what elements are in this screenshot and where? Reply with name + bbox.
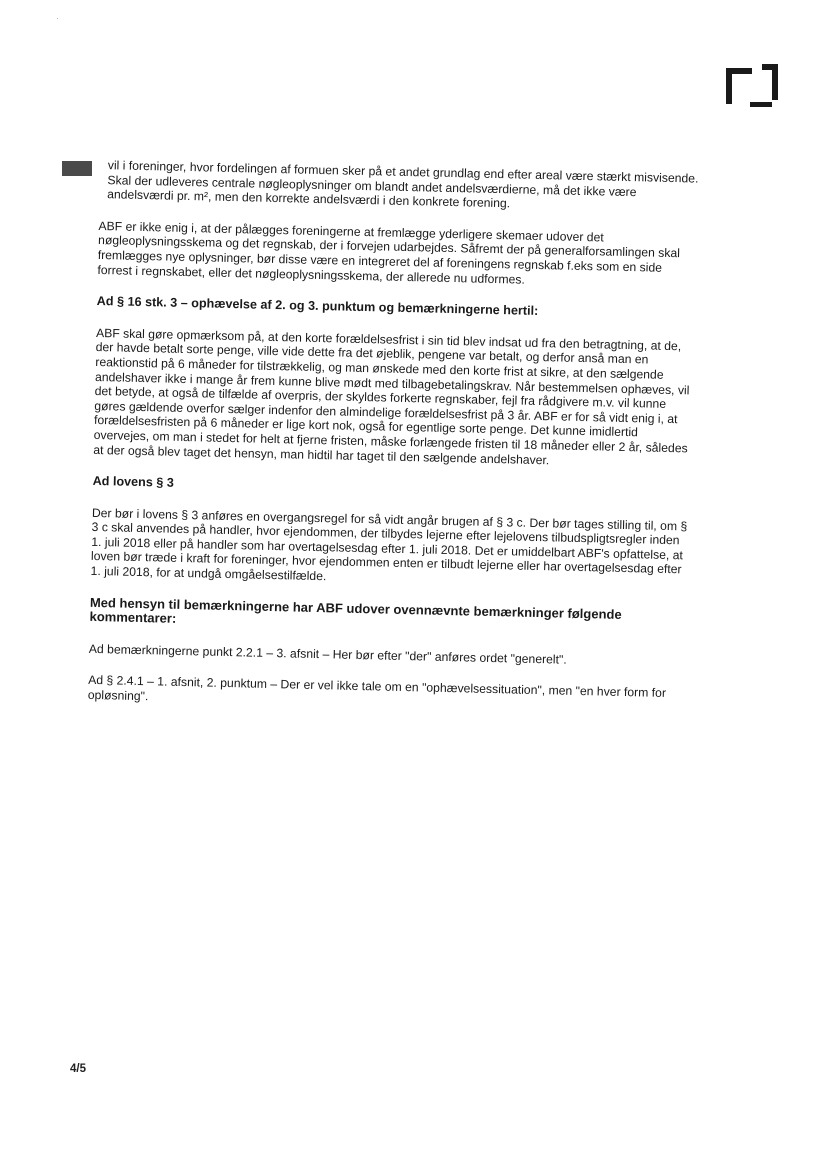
heading-section-3: Ad lovens § 3	[92, 474, 175, 490]
bracket-corner-logo-icon	[722, 60, 780, 110]
paragraph-1: vil i foreninger, hvor fordelingen af formuen sker på et andet grundlag end efter areal være stærkt misvisende. Skal der udleveres centrale nøgleoplysninger om blandt andet andelsværdierne, må det ikke være andelsværdi pr. m², men den korrekte andelsværdi i den konkrete forening.	[107, 158, 699, 211]
redaction-block	[62, 161, 92, 176]
paragraph-5: Ad bemærkningerne punkt 2.2.1 – 3. afsnit – Her bør efter "der" anføres ordet "generelt".	[88, 641, 567, 667]
paragraph-3: ABF skal gøre opmærksom på, at den korte forældelsesfrist i sin tid blev indsat ud fra den betragtning, at de, der havde betalt sorte penge, ville vide dette fra det øjeblik, pengene var betalt, og derfor anså man en reaktionstid på 6 måneder for tilstrækkelig, og man ønskede med den korte frist at sikre, at den sælgende andelshaver ikke i mange år frem kunne blive mødt med tilbagebetalingskrav. Når bestemmelsen ophæves, vil det betyde, at også de tilfælde af overpris, der skyldes forkerte regnskaber, fejl fra rådgivere m.v. vil kunne gøres gældende overfor sælger indenfor den almindelige forældelsesfrist på 3 år. ABF er for så vidt enig i, at forældelsesfristen på 6 måneder er lige kort nok, også for egentlige sorte penge. Det kunne imidlertid overvejes, om man i stedet for helt at fjerne fristen, måske forlængede fristen til 18 måneder eller 2 år, således at der også blev taget det hensyn, man hidtil har taget til den sælgende andelshaver.	[93, 325, 690, 467]
paragraph-2: ABF er ikke enig i, at der pålægges foreningerne at fremlægge yderligere skemaer udover det nøgleoplysningsskema og det regnskab, der i forvejen udarbejdes. Såfremt der på generalforsamlingen skal fremlægges nye oplysninger, bør disse være en integreret del af foreningens regnskab f.eks som en side forrest i regnskabet, eller det nøgleoplysningsskema, der allerede nu udformes.	[97, 218, 681, 287]
paragraph-6: Ad § 2.4.1 – 1. afsnit, 2. punktum – Der er vel ikke tale om en "ophævelsessituation", men "en hver form for opløsning".	[87, 673, 667, 704]
paragraph-4: Der bør i lovens § 3 anføres en overgangsregel for så vidt angår brugen af § 3 c. Der bør tages stilling til, om § 3 c skal anvendes på handler, hvor ejendommen, der tilbydes lejerne efter lejelovens tilbudspligtsregler inden 1. juli 2018 eller på handler som har overtagelsesdag efter 1. juli 2018. Det er umiddelbart ABF's opfattelse, at loven bør træde i kraft for foreninger, hvor ejendommen enten er tilbudt lejerne eller har overtagelsesdag efter 1. juli 2018, for at undgå omgåelsestilfælde.	[90, 505, 688, 584]
page-number: 4/5	[70, 1063, 86, 1075]
scan-speck	[57, 18, 58, 19]
heading-section-16: Ad § 16 stk. 3 – ophævelse af 2. og 3. punktum og bemærkningerne hertil:	[96, 294, 539, 319]
document-body	[87, 158, 700, 733]
heading-comments: Med hensyn til bemærkningerne har ABF udover ovennævnte bemærkninger følgende kommentarer:	[89, 594, 622, 627]
